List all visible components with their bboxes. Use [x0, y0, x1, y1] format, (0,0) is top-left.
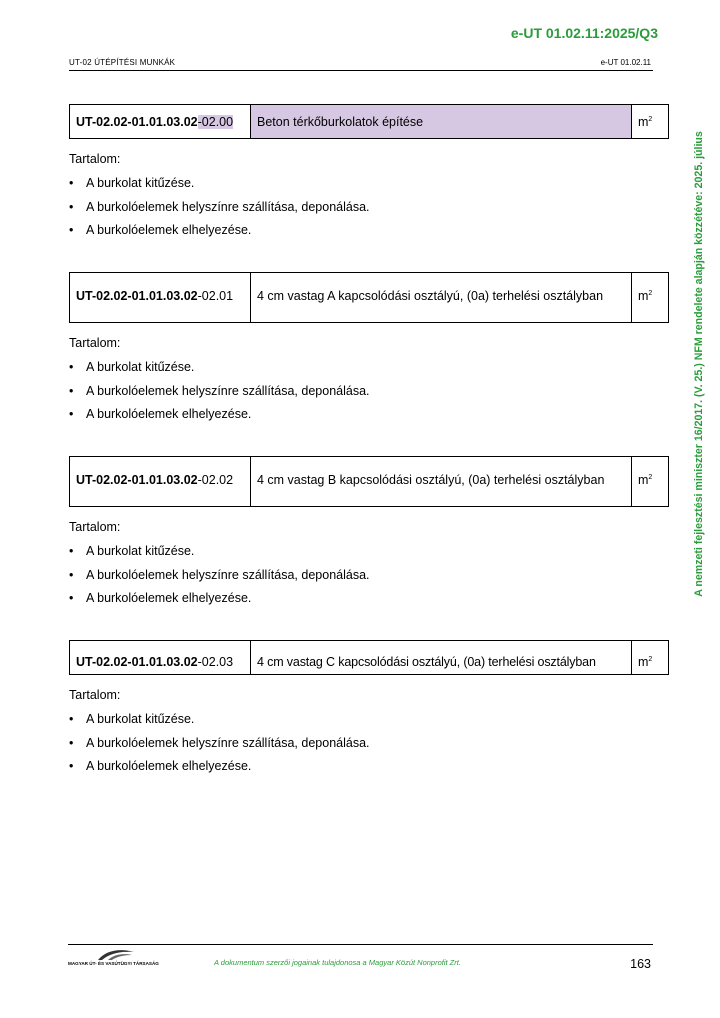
- item-code-suffix: -02.03: [197, 655, 234, 669]
- list-item-text: A burkolóelemek helyszínre szállítása, deponálása.: [86, 567, 370, 582]
- header-rule: [69, 70, 653, 71]
- bullet-icon: •: [69, 176, 74, 190]
- bullet-icon: •: [69, 407, 74, 421]
- item-table: [69, 104, 669, 139]
- item-unit-cell: [632, 273, 669, 323]
- item-unit-cell: [632, 457, 669, 507]
- item-code-main: UT-02.02-01.01.03.02: [76, 289, 198, 303]
- bullet-icon: •: [69, 223, 74, 237]
- list-item: [69, 735, 669, 759]
- item-code-cell: [70, 457, 251, 507]
- item-code-cell: [70, 273, 251, 323]
- header-left-title: UT-02 ÚTÉPÍTÉSI MUNKÁK: [69, 58, 176, 67]
- list-item-text: A burkolat kitűzése.: [86, 712, 195, 726]
- bullet-icon: •: [69, 591, 74, 605]
- list-item: [69, 175, 669, 199]
- list-item: [69, 359, 669, 383]
- item-table: [69, 272, 669, 323]
- item-code-main: UT-02.02-01.01.03.02: [76, 473, 198, 487]
- side-publication-note: [690, 96, 708, 631]
- bullet-icon: •: [69, 712, 74, 726]
- item-unit: m: [638, 473, 649, 487]
- content-label: Tartalom:: [69, 688, 121, 702]
- bullet-icon: •: [69, 360, 74, 374]
- list-item-text: A burkolóelemek elhelyezése.: [86, 407, 252, 421]
- item-unit-sup: 2: [648, 289, 653, 297]
- list-item: [69, 406, 669, 430]
- item-unit: m: [638, 114, 649, 129]
- work-item: [69, 104, 669, 246]
- item-content: [69, 687, 669, 782]
- list-item: [69, 222, 669, 246]
- content-list: [69, 175, 669, 246]
- list-item-text: A burkolóelemek elhelyezése.: [86, 591, 252, 605]
- work-item: [69, 272, 669, 430]
- item-unit: m: [638, 289, 649, 303]
- item-code-suffix: -02.01: [197, 289, 234, 303]
- content-label: Tartalom:: [69, 336, 121, 350]
- list-item: [69, 543, 669, 567]
- item-description: Beton térkőburkolatok építése: [251, 105, 632, 139]
- item-unit-sup: 2: [648, 115, 653, 123]
- content-list: [69, 359, 669, 430]
- content-list: [69, 711, 669, 782]
- list-item-text: A burkolat kitűzése.: [86, 176, 195, 190]
- list-item-text: A burkolóelemek helyszínre szállítása, deponálása.: [86, 735, 370, 750]
- bullet-icon: •: [69, 759, 74, 773]
- list-item: [69, 199, 669, 223]
- item-description: 4 cm vastag B kapcsolódási osztályú, (0a) terhelési osztályban: [251, 457, 632, 507]
- item-unit-sup: 2: [648, 655, 653, 663]
- content-label: Tartalom:: [69, 520, 121, 534]
- item-description: 4 cm vastag C kapcsolódási osztályú, (0a) terhelési osztályban: [251, 641, 632, 675]
- item-code-suffix: -02.00: [197, 114, 234, 129]
- item-unit-sup: 2: [648, 473, 653, 481]
- bullet-icon: •: [69, 567, 74, 582]
- side-publication-text: A nemzeti fejlesztési miniszter 16/2017. (V. 25.) NFM rendelete alapján közzétéve: 2025. július: [693, 130, 705, 597]
- content-label: Tartalom:: [69, 152, 121, 166]
- logo-text: MAGYAR ÚT- ÉS VASÚTÜGYI TÁRSASÁG: [68, 961, 159, 966]
- list-item-text: A burkolat kitűzése.: [86, 360, 195, 374]
- item-code-cell: [70, 641, 251, 675]
- item-table: [69, 640, 669, 675]
- bullet-icon: •: [69, 735, 74, 750]
- list-item-text: A burkolóelemek helyszínre szállítása, deponálása.: [86, 383, 370, 398]
- bullet-icon: •: [69, 199, 74, 214]
- page-number: 163: [630, 957, 651, 971]
- item-unit-cell: [632, 105, 669, 139]
- item-content: [69, 151, 669, 246]
- list-item-text: A burkolóelemek elhelyezése.: [86, 223, 252, 237]
- doc-code: e-UT 01.02.11:2025/Q3: [510, 25, 658, 41]
- bullet-icon: •: [69, 383, 74, 398]
- footer-copyright-note: A dokumentum szerzői jogainak tulajdonosa a Magyar Közút Nonprofit Zrt.: [214, 958, 461, 967]
- list-item-text: A burkolóelemek elhelyezése.: [86, 759, 252, 773]
- list-item-text: A burkolóelemek helyszínre szállítása, deponálása.: [86, 199, 370, 214]
- content-list: [69, 543, 669, 614]
- list-item: [69, 590, 669, 614]
- work-item: [69, 456, 669, 614]
- society-logo: [68, 948, 168, 970]
- item-content: [69, 335, 669, 430]
- item-unit: m: [638, 655, 649, 669]
- list-item: [69, 758, 669, 782]
- item-code-main: UT-02.02-01.01.03.02: [76, 114, 198, 129]
- item-code-cell: [70, 105, 251, 139]
- item-content: [69, 519, 669, 614]
- society-logo-icon: [96, 948, 136, 962]
- list-item: [69, 567, 669, 591]
- item-description: 4 cm vastag A kapcsolódási osztályú, (0a) terhelési osztályban: [251, 273, 632, 323]
- list-item-text: A burkolat kitűzése.: [86, 544, 195, 558]
- item-table: [69, 456, 669, 507]
- item-unit-cell: [632, 641, 669, 675]
- item-code-main: UT-02.02-01.01.03.02: [76, 655, 198, 669]
- bullet-icon: •: [69, 544, 74, 558]
- header-right-code: e-UT 01.02.11: [600, 58, 651, 67]
- list-item: [69, 711, 669, 735]
- footer-rule: [68, 944, 653, 945]
- list-item: [69, 383, 669, 407]
- item-code-suffix: -02.02: [197, 473, 234, 487]
- work-item: [69, 640, 669, 782]
